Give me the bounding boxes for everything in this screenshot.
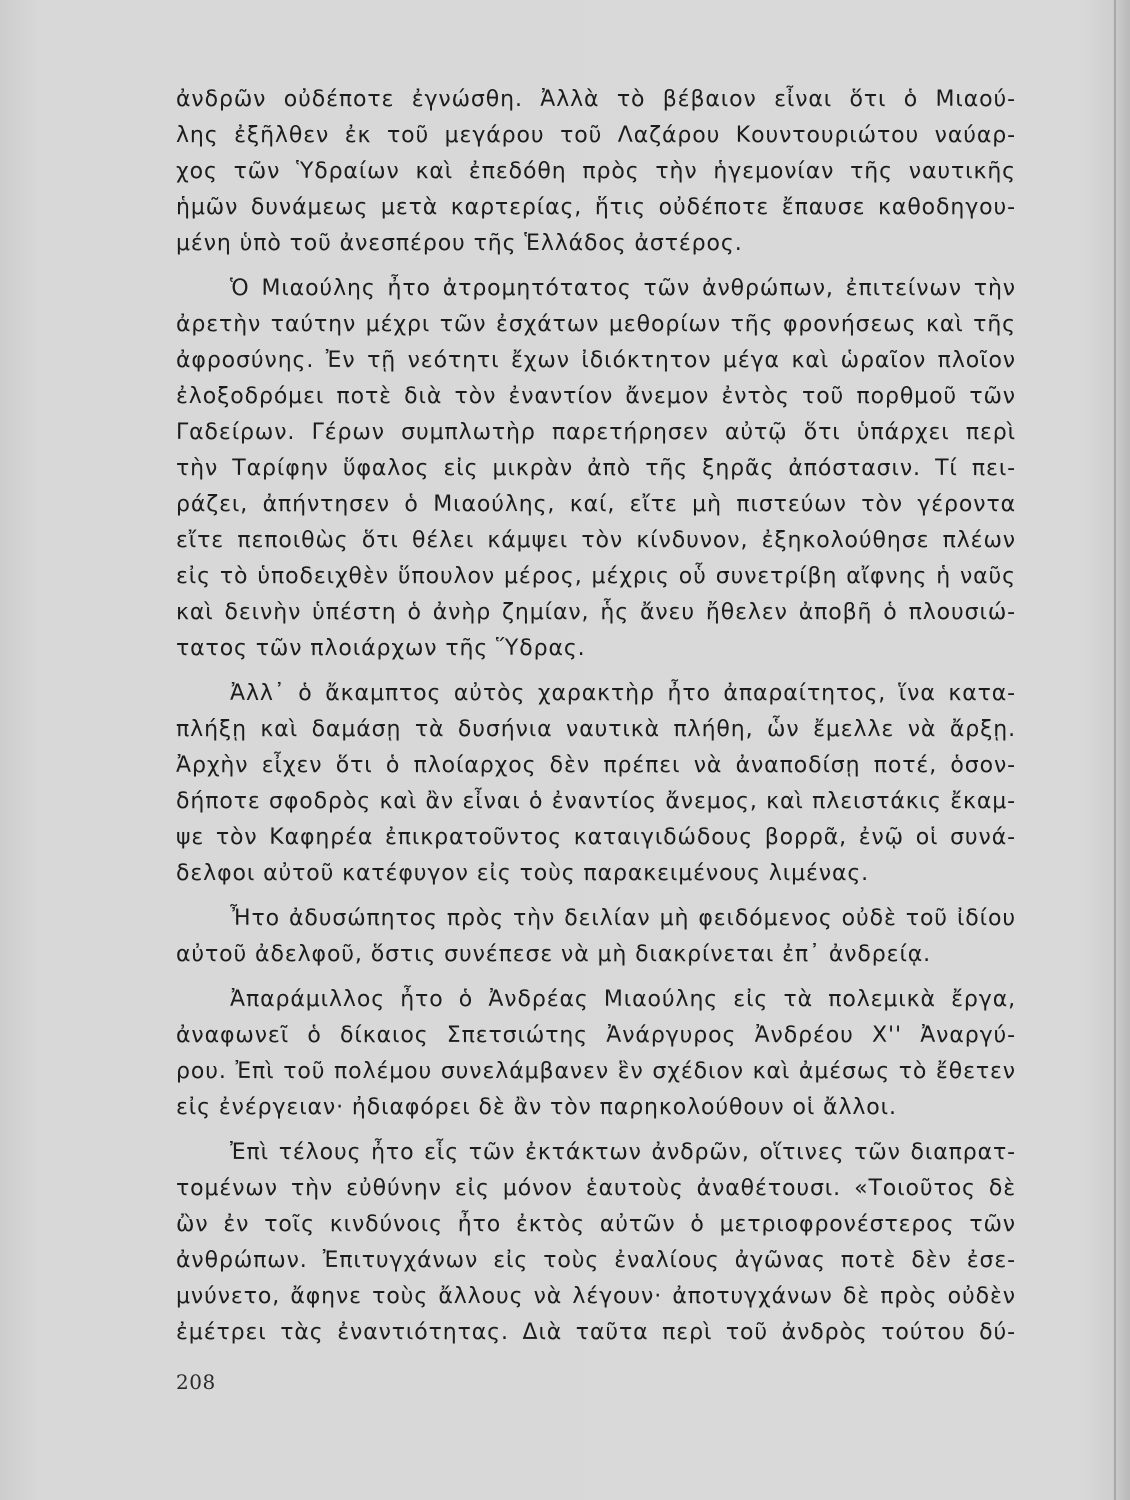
paragraph <box>176 1135 1016 1351</box>
text-line: τὴν Ταρίφην ὕφαλος εἰς μικρὰν ἀπὸ τῆς ξηρᾶς ἀπόστασιν. Τί πει- <box>176 456 1016 481</box>
text-line: Ἀρχὴν εἶχεν ὅτι ὁ πλοίαρχος δὲν πρέπει νὰ ἀναποδίσῃ ποτέ, ὁσον- <box>176 753 1016 778</box>
paragraph <box>176 901 1016 973</box>
text-line: τατος τῶν πλοιάρχων τῆς Ὕδρας. <box>176 636 586 661</box>
page-edge <box>1114 0 1116 1500</box>
text-line: λης ἐξῆλθεν ἐκ τοῦ μεγάρου τοῦ Λαζάρου Κουντουριώτου ναύαρ- <box>176 123 1016 148</box>
text-line: Ἦτο ἀδυσώπητος πρὸς τὴν δειλίαν μὴ φειδόμενος οὐδὲ τοῦ ἰδίου <box>230 906 1016 931</box>
text-line: τομένων τὴν εὐθύνην εἰς μόνον ἑαυτοὺς ἀναθέτουσι. «Τοιοῦτος δὲ <box>176 1176 1016 1201</box>
text-line: δελφοι αὐτοῦ κατέφυγον εἰς τοὺς παρακειμένους λιμένας. <box>176 861 870 886</box>
text-line: ὢν ἐν τοῖς κινδύνοις ἦτο ἐκτὸς αὐτῶν ὁ μετριοφρονέστερος τῶν <box>176 1212 1016 1237</box>
text-line: ψε τὸν Καφηρέα ἐπικρατοῦντος καταιγιδώδους βορρᾶ, ἐνῷ οἱ συνά- <box>176 825 1016 850</box>
text-line: ἐμέτρει τὰς ἐναντιότητας. Διὰ ταῦτα περὶ τοῦ ἀνδρὸς τούτου δύ- <box>176 1320 1016 1345</box>
text-line: ἀνθρώπων. Ἐπιτυγχάνων εἰς τοὺς ἐναλίους ἀγῶνας ποτὲ δὲν ἐσε- <box>176 1248 1016 1273</box>
text-line: ἀνδρῶν οὐδέποτε ἐγνώσθη. Ἀλλὰ τὸ βέβαιον εἶναι ὅτι ὁ Μιαού- <box>176 87 1016 112</box>
text-line: μένη ὑπὸ τοῦ ἀνεσπέρου τῆς Ἑλλάδος ἀστέρος. <box>176 231 743 256</box>
text-line: Ἀλλ᾽ ὁ ἄκαμπτος αὐτὸς χαρακτὴρ ἦτο ἀπαραίτητος, ἵνα κατα- <box>230 681 1016 706</box>
text-line: Γαδείρων. Γέρων συμπλωτὴρ παρετήρησεν αὐτῷ ὅτι ὑπάρχει περὶ <box>176 420 1016 445</box>
text-line: Ὁ Μιαούλης ἦτο ἀτρομητότατος τῶν ἀνθρώπων, ἐπιτείνων τὴν <box>230 276 1016 301</box>
text-line: ἐλοξοδρόμει ποτὲ διὰ τὸν ἐναντίον ἄνεμον ἐντὸς τοῦ πορθμοῦ τῶν <box>176 384 1016 409</box>
text-line: ρου. Ἐπὶ τοῦ πολέμου συνελάμβανεν ἓν σχέδιον καὶ ἀμέσως τὸ ἔθετεν <box>176 1059 1016 1084</box>
text-line: εἴτε πεποιθὼς ὅτι θέλει κάμψει τὸν κίνδυνον, ἐξηκολούθησε πλέων <box>176 528 1016 553</box>
text-line: ἀρετὴν ταύτην μέχρι τῶν ἐσχάτων μεθορίων τῆς φρονήσεως καὶ τῆς <box>176 312 1016 337</box>
text-line: δήποτε σφοδρὸς καὶ ἂν εἶναι ὁ ἐναντίος ἄνεμος, καὶ πλειστάκις ἔκαμ- <box>176 789 1016 814</box>
text-line: ἀφροσύνης. Ἐν τῇ νεότητι ἔχων ἰδιόκτητον μέγα καὶ ὡραῖον πλοῖον <box>176 348 1016 373</box>
text-line: καὶ δεινὴν ὑπέστη ὁ ἀνὴρ ζημίαν, ἧς ἄνευ ἤθελεν ἀποβῆ ὁ πλουσιώ- <box>176 600 1016 625</box>
paragraph <box>176 82 1016 262</box>
text-line: ἡμῶν δυνάμεως μετὰ καρτερίας, ἥτις οὐδέποτε ἔπαυσε καθοδηγου- <box>176 195 1016 220</box>
text-line: πλήξῃ καὶ δαμάσῃ τὰ δυσήνια ναυτικὰ πλήθη, ὧν ἔμελλε νὰ ἄρξῃ. <box>176 717 1016 742</box>
body-text <box>176 82 1016 1360</box>
text-line: εἰς τὸ ὑποδειχθὲν ὕπουλον μέρος, μέχρις οὗ συνετρίβη αἴφνης ἡ ναῦς <box>176 564 1016 589</box>
page-number: 208 <box>176 1370 216 1394</box>
text-line: χος τῶν Ὑδραίων καὶ ἐπεδόθη πρὸς τὴν ἡγεμονίαν τῆς ναυτικῆς <box>176 159 1016 184</box>
text-line: ἀναφωνεῖ ὁ δίκαιος Σπετσιώτης Ἀνάργυρος Ἀνδρέου Χ'' Ἀναργύ- <box>176 1023 1016 1048</box>
text-line: Ἐπὶ τέλους ἦτο εἷς τῶν ἐκτάκτων ἀνδρῶν, οἵτινες τῶν διαπρατ- <box>230 1140 1016 1165</box>
paragraph <box>176 271 1016 667</box>
text-line: ράζει, ἀπήντησεν ὁ Μιαούλης, καί, εἴτε μὴ πιστεύων τὸν γέροντα <box>176 492 1016 517</box>
paragraph <box>176 676 1016 892</box>
text-line: Ἀπαράμιλλος ἦτο ὁ Ἀνδρέας Μιαούλης εἰς τὰ πολεμικὰ ἔργα, <box>230 987 1016 1012</box>
text-line: εἰς ἐνέργειαν· ἠδιαφόρει δὲ ἂν τὸν παρηκολούθουν οἱ ἄλλοι. <box>176 1095 897 1120</box>
text-line: αὐτοῦ ἀδελφοῦ, ὅστις συνέπεσε νὰ μὴ διακρίνεται ἐπ᾽ ἀνδρείᾳ. <box>176 942 932 967</box>
paragraph <box>176 982 1016 1126</box>
text-line: μνύνετο, ἄφηνε τοὺς ἄλλους νὰ λέγουν· ἀποτυγχάνων δὲ πρὸς οὐδὲν <box>176 1284 1016 1309</box>
